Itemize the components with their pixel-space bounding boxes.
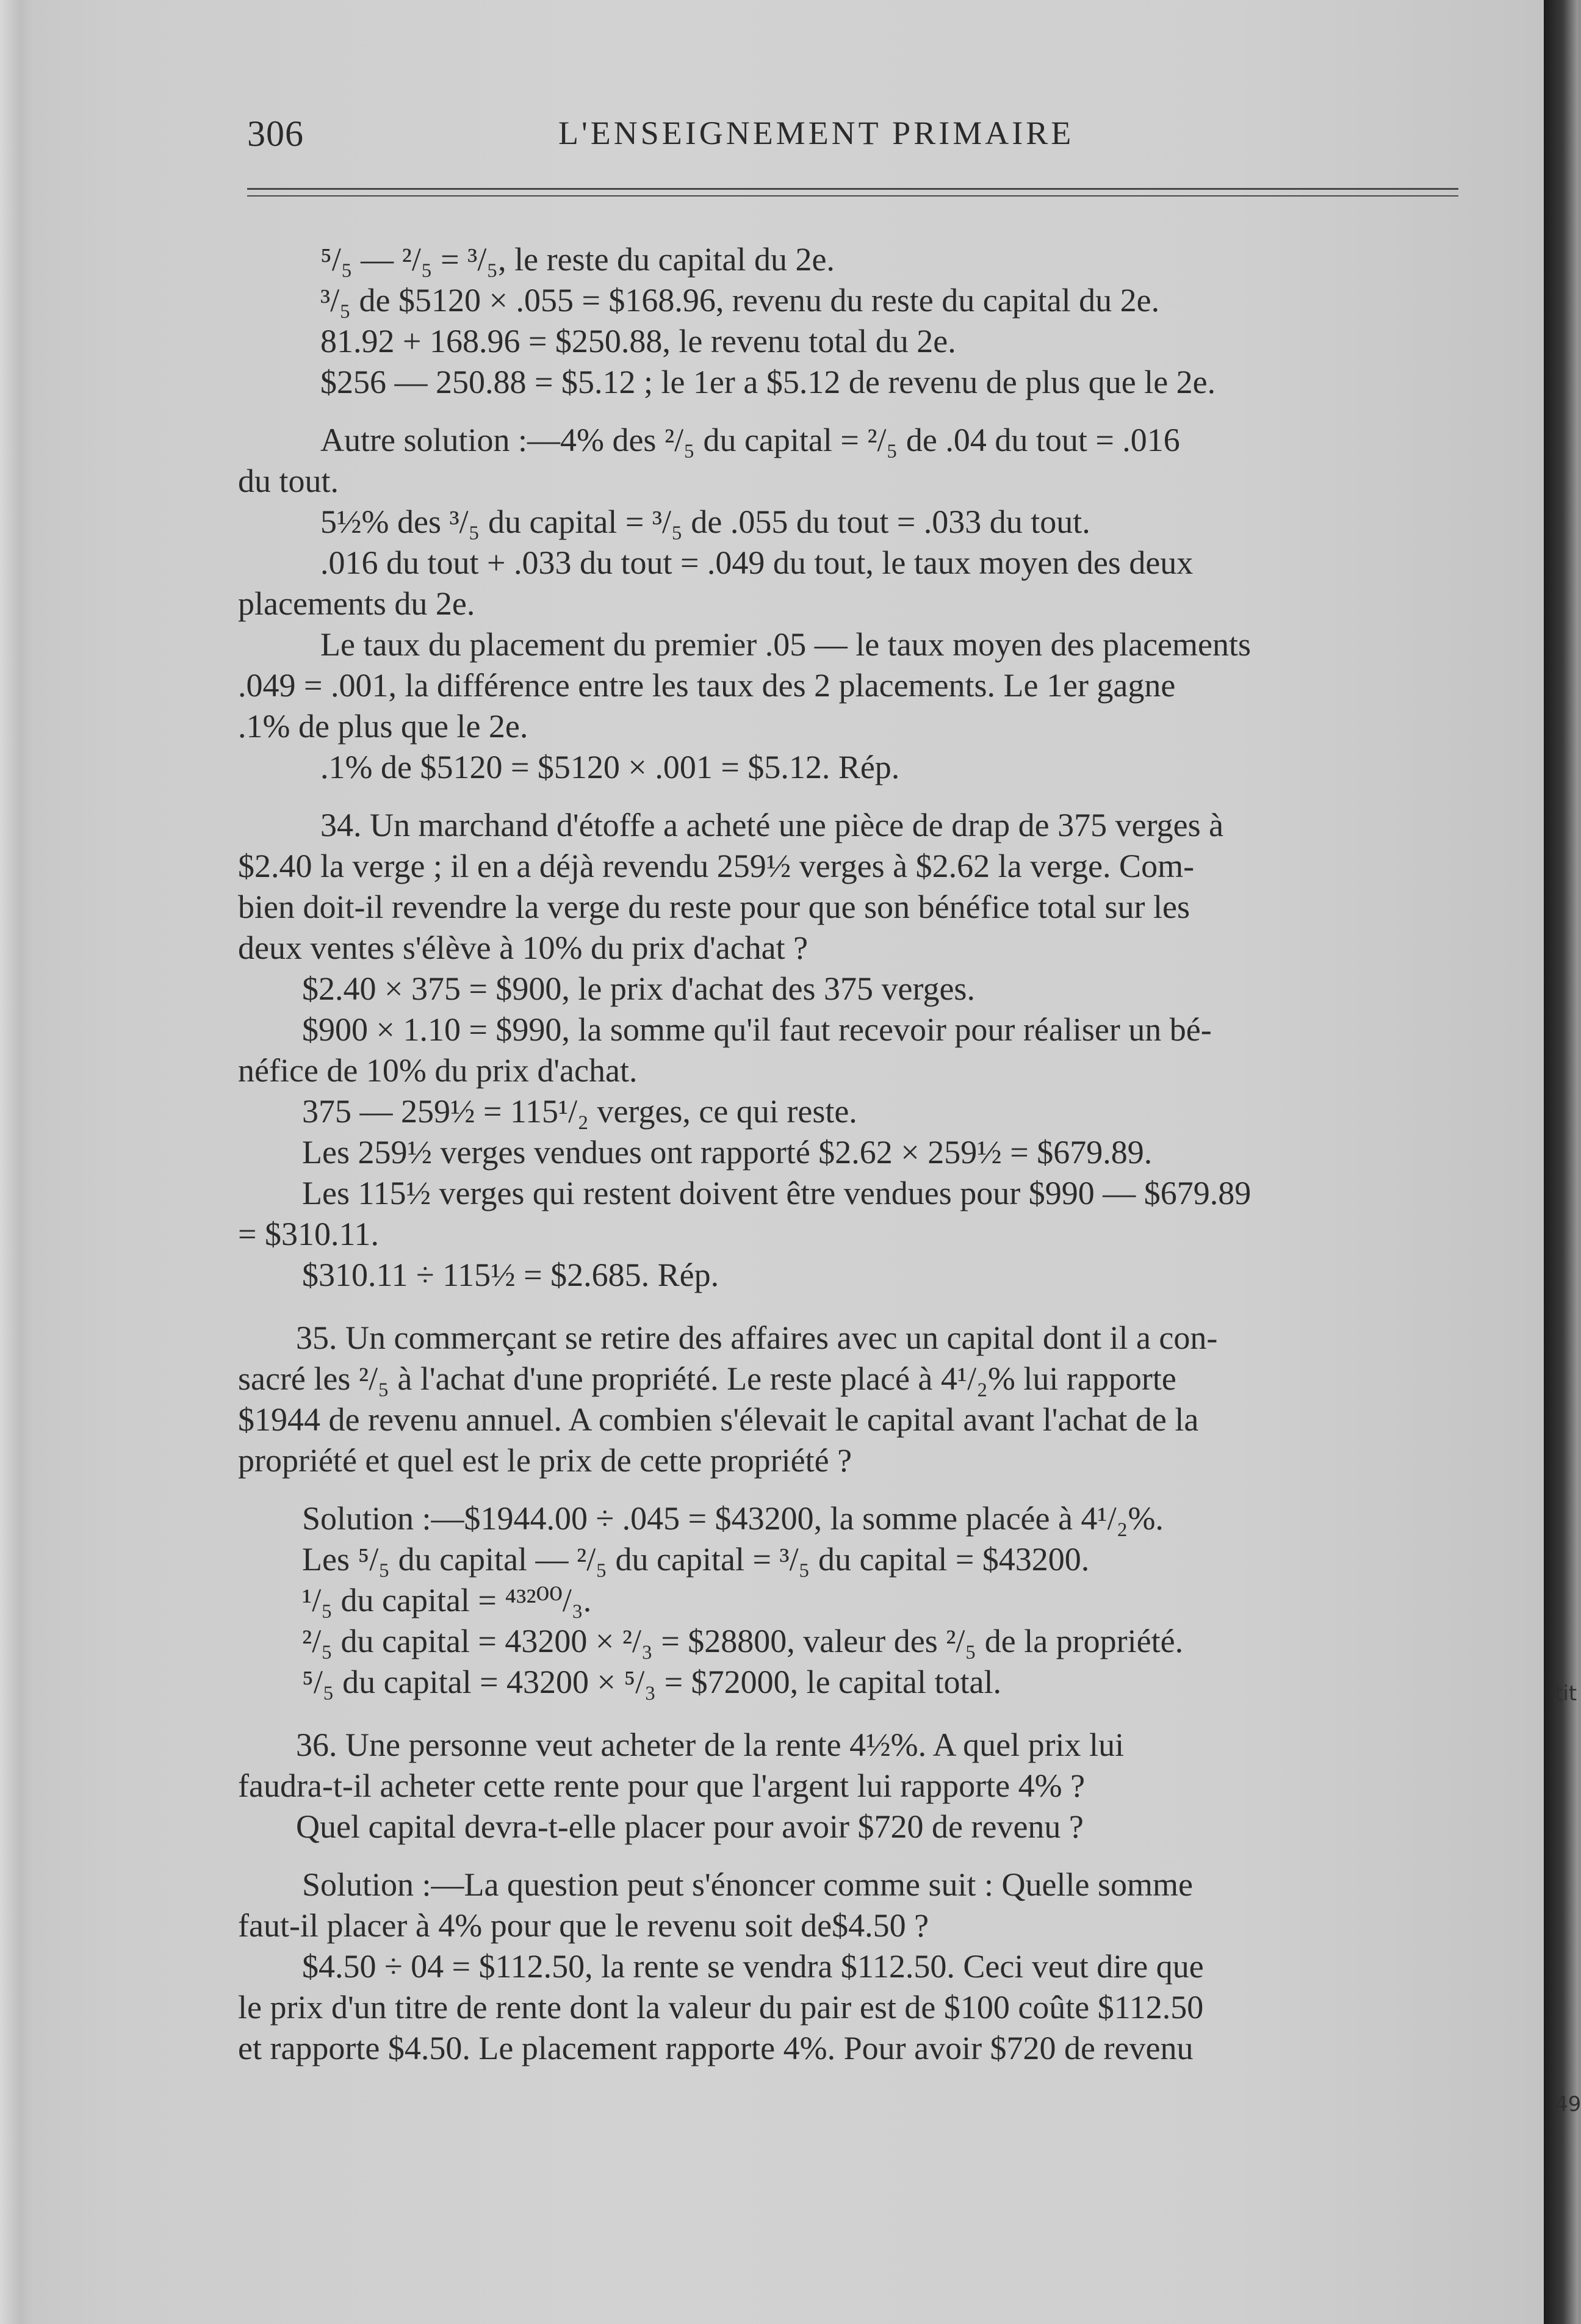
text-line: $900 × 1.10 = $990, la somme qu'il faut recevoir pour réaliser un bé-: [302, 1011, 1212, 1048]
text-line: Le taux du placement du premier .05 — le taux moyen des placements: [320, 626, 1251, 663]
text-line: Solution :—$1944.00 ÷ .045 = $43200, la somme placée à 4¹/₂%.: [302, 1500, 1164, 1537]
text-line: $2.40 la verge ; il en a déjà revendu 259½ verges à $2.62 la verge. Com-: [238, 848, 1195, 884]
text-line: $2.40 × 375 = $900, le prix d'achat des 375 verges.: [302, 970, 975, 1007]
header-rule-bottom: [247, 195, 1458, 197]
page-number: 306: [247, 114, 304, 154]
text-line: $256 — 250.88 = $5.12 ; le 1er a $5.12 de revenu de plus que le 2e.: [320, 364, 1216, 400]
running-title: L'ENSEIGNEMENT PRIMAIRE: [558, 115, 1075, 151]
text-line: placements du 2e.: [238, 585, 475, 622]
body-text: [238, 239, 1452, 2069]
text-line: Solution :—La question peut s'énoncer comme suit : Quelle somme: [302, 1866, 1193, 1903]
text-line: ²/₅ du capital = 43200 × ²/₃ = $28800, valeur des ²/₅ de la propriété.: [302, 1623, 1184, 1659]
text-line: Les ⁵/₅ du capital — ²/₅ du capital = ³/₅ du capital = $43200.: [302, 1541, 1090, 1578]
text-line: néfice de 10% du prix d'achat.: [238, 1052, 638, 1089]
text-line: .1% de plus que le 2e.: [238, 708, 528, 745]
text-line: Autre solution :—4% des ²/₅ du capital = ²/₅ de .04 du tout = .016: [320, 422, 1180, 458]
text-line: Les 115½ verges qui restent doivent être vendues pour $990 — $679.89: [302, 1175, 1251, 1211]
text-line: ³/₅ de $5120 × .055 = $168.96, revenu du reste du capital du 2e.: [320, 282, 1160, 319]
text-line: $310.11 ÷ 115½ = $2.685. Rép.: [302, 1257, 719, 1293]
problem-36-line: 36. Une personne veut acheter de la rente 4½%. A quel prix lui: [296, 1727, 1125, 1763]
problem-35-line: 35. Un commerçant se retire des affaires avec un capital dont il a con-: [296, 1319, 1218, 1356]
text-line: $1944 de revenu annuel. A combien s'élevait le capital avant l'achat de la: [238, 1401, 1199, 1438]
text-line: bien doit-il revendre la verge du reste pour que son bénéfice total sur les: [238, 889, 1190, 925]
text-line: deux ventes s'élève à 10% du prix d'achat ?: [238, 929, 809, 966]
text-line: 375 — 259½ = 115¹/₂ verges, ce qui reste.: [302, 1093, 857, 1130]
text-line: du tout.: [238, 463, 339, 499]
margin-note-lower: 49: [1555, 2092, 1581, 2116]
text-line: .016 du tout + .033 du tout = .049 du tout, le taux moyen des deux: [320, 544, 1194, 581]
text-line: sacré les ²/₅ à l'achat d'une propriété. Le reste placé à 4¹/₂% lui rapporte: [238, 1360, 1176, 1397]
page-left-edge: [0, 0, 34, 2324]
header-rule-top: [247, 188, 1458, 190]
text-line: $4.50 ÷ 04 = $112.50, la rente se vendra $112.50. Ceci veut dire que: [302, 1948, 1204, 1985]
text-line: ⁵/₅ du capital = 43200 × ⁵/₃ = $72000, le capital total.: [302, 1664, 1001, 1700]
text-line: et rapporte $4.50. Le placement rapporte 4%. Pour avoir $720 de revenu: [238, 2030, 1194, 2066]
page-header: [247, 113, 1458, 162]
text-line: .049 = .001, la différence entre les taux des 2 placements. Le 1er gagne: [238, 667, 1176, 704]
text-line: Quel capital devra-t-elle placer pour avoir $720 de revenu ?: [296, 1808, 1084, 1845]
margin-note-upper: tit: [1555, 1681, 1577, 1706]
text-line: ⁵/₅ — ²/₅ = ³/₅, le reste du capital du 2e.: [320, 241, 835, 278]
text-line: 81.92 + 168.96 = $250.88, le revenu total du 2e.: [320, 323, 956, 359]
text-line: le prix d'un titre de rente dont la valeur du pair est de $100 coûte $112.50: [238, 1989, 1204, 2026]
text-line: .1% de $5120 = $5120 × .001 = $5.12. Rép.: [320, 749, 900, 785]
text-line: ¹/₅ du capital = ⁴³²⁰⁰/₃.: [302, 1582, 592, 1619]
text-line: = $310.11.: [238, 1216, 379, 1252]
text-line: faudra-t-il acheter cette rente pour que l'argent lui rapporte 4% ?: [238, 1767, 1086, 1804]
text-line: 5½% des ³/₅ du capital = ³/₅ de .055 du tout = .033 du tout.: [320, 503, 1090, 540]
book-binding: [1544, 0, 1578, 2324]
text-line: faut-il placer à 4% pour que le revenu soit de$4.50 ?: [238, 1907, 929, 1944]
text-line: propriété et quel est le prix de cette propriété ?: [238, 1442, 852, 1479]
problem-34-line: 34. Un marchand d'étoffe a acheté une pièce de drap de 375 verges à: [320, 807, 1224, 843]
text-line: Les 259½ verges vendues ont rapporté $2.62 × 259½ = $679.89.: [302, 1134, 1153, 1171]
